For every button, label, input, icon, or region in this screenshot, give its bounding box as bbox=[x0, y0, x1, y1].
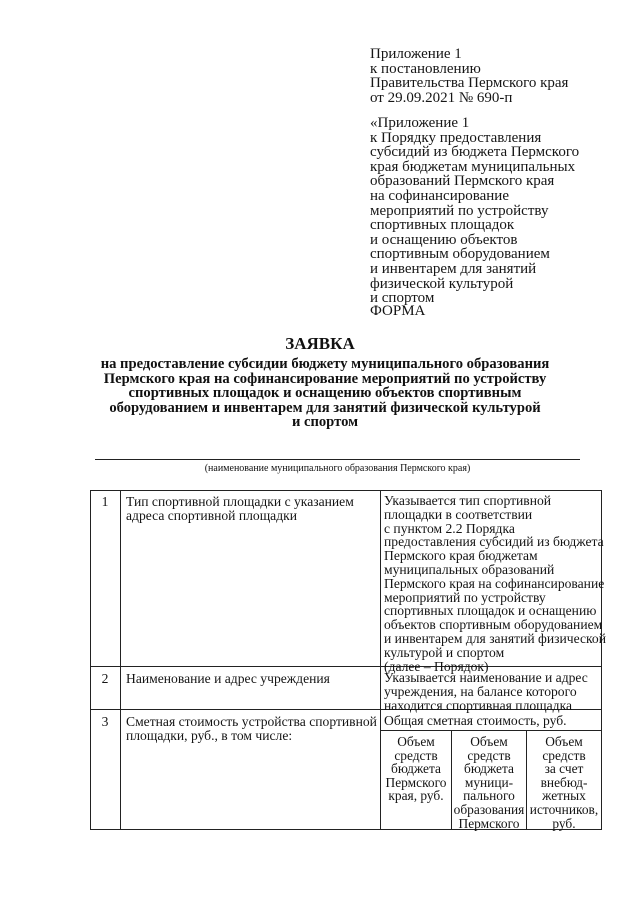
sub-header-line: внебюд- bbox=[540, 774, 588, 790]
order-annex-line: мероприятий по устройству bbox=[370, 202, 549, 219]
row-number: 2 bbox=[101, 671, 109, 686]
value-line: культурой и спортом bbox=[384, 644, 505, 660]
row-number: 1 bbox=[101, 494, 109, 509]
sub-header-line: руб. bbox=[552, 815, 576, 831]
order-annex-line: и инвентарем для занятий bbox=[370, 260, 537, 277]
value-line: учреждения, на балансе которого bbox=[384, 683, 577, 699]
value-line: муниципальных образований bbox=[384, 561, 555, 577]
sub-header-line: муници- bbox=[464, 774, 514, 790]
sub-header-line: Пермского bbox=[458, 815, 520, 831]
sub-header-line: бюджета bbox=[464, 761, 514, 777]
sub-header-line: жетных bbox=[542, 788, 586, 804]
annex-reference bbox=[370, 47, 568, 105]
sub-header-line: средств bbox=[467, 747, 511, 763]
value-line: Указывается наименование и адрес bbox=[384, 670, 588, 685]
value-line: и инвентарем для занятий физической bbox=[384, 630, 606, 646]
sub-header-line: Объем bbox=[545, 734, 583, 749]
subtitle-line: оборудованием и инвентарем для занятий физической культурой bbox=[109, 399, 541, 416]
municipal-budget-column bbox=[452, 735, 526, 830]
value-line: предоставления субсидий из бюджета bbox=[384, 534, 604, 550]
label-line: Сметная стоимость устройства спортивной bbox=[126, 714, 377, 729]
value-line: мероприятий по устройству bbox=[384, 589, 546, 605]
order-annex-line: спортивных площадок bbox=[370, 217, 515, 234]
order-annex-line: и оснащению объектов bbox=[370, 231, 518, 248]
sub-header-line: образования bbox=[453, 801, 525, 817]
column-divider bbox=[120, 490, 121, 830]
subtitle-line: Пермского края на софинансирование мероприятий по устройству bbox=[103, 370, 547, 387]
municipality-name-line bbox=[95, 459, 580, 460]
document-subtitle bbox=[90, 357, 560, 430]
value-line: находится спортивная площадка bbox=[384, 697, 572, 713]
row-label bbox=[126, 715, 377, 743]
sub-header-line: Пермского bbox=[385, 774, 447, 790]
application-table bbox=[90, 490, 606, 831]
order-annex-line: на софинансирование bbox=[370, 187, 509, 204]
order-annex-line: и спортом bbox=[370, 290, 435, 307]
document-title: ЗАЯВКА bbox=[285, 334, 355, 353]
order-annex-line: к Порядку предоставления bbox=[370, 129, 542, 146]
order-annex-line: физической культурой bbox=[370, 275, 514, 292]
row-label bbox=[126, 495, 354, 523]
sub-header-divider bbox=[380, 730, 602, 731]
row-number: 3 bbox=[101, 714, 109, 729]
order-annex-line: образований Пермского края bbox=[370, 173, 555, 190]
subtitle-line: и спортом bbox=[291, 414, 359, 430]
row-value bbox=[384, 714, 567, 728]
value-line: Пермского края бюджетам bbox=[384, 548, 538, 564]
order-annex-line: субсидий из бюджета Пермского bbox=[370, 144, 580, 161]
order-annex-reference bbox=[370, 116, 579, 306]
sub-header-line: средств bbox=[394, 747, 438, 763]
annex-line: Правительства Пермского края bbox=[370, 75, 569, 92]
value-line: объектов спортивным оборудованием bbox=[384, 617, 603, 633]
row-label bbox=[126, 672, 330, 686]
value-line: с пунктом 2.2 Порядка bbox=[384, 520, 515, 536]
municipality-caption: (наименование муниципального образования Пермского края) bbox=[204, 463, 471, 474]
label-line: Наименование и адрес учреждения bbox=[126, 671, 330, 686]
value-line: Пермского края на софинансирование bbox=[384, 575, 605, 591]
table-border bbox=[90, 490, 91, 830]
extra-budgetary-column bbox=[527, 735, 601, 830]
order-annex-line: «Приложение 1 bbox=[370, 115, 470, 131]
table-border bbox=[90, 490, 602, 491]
sub-header-line: края, руб. bbox=[388, 788, 444, 804]
label-line: Тип спортивной площадки с указанием bbox=[126, 494, 354, 509]
annex-line: к постановлению bbox=[370, 60, 481, 77]
sub-header-line: источников, bbox=[529, 801, 599, 817]
annex-line: от 29.09.2021 № 690-п bbox=[370, 89, 513, 106]
sub-header-line: бюджета bbox=[391, 761, 441, 777]
row-value bbox=[384, 494, 606, 673]
sub-header-line: пального bbox=[463, 788, 515, 804]
value-line: спортивных площадок и оснащению bbox=[384, 603, 597, 619]
annex-line: Приложение 1 bbox=[370, 46, 462, 62]
value-line: площадки в соответствии bbox=[384, 506, 533, 522]
order-annex-line: спортивным оборудованием bbox=[370, 246, 550, 263]
value-line: Указывается тип спортивной bbox=[384, 493, 552, 508]
label-line: площадки, руб., в том числе: bbox=[126, 727, 293, 743]
regional-budget-column bbox=[381, 735, 451, 803]
sub-header-line: Объем bbox=[470, 734, 508, 749]
sub-header-line: за счет bbox=[544, 761, 584, 777]
value-line: Общая сметная стоимость, руб. bbox=[384, 713, 567, 728]
label-line: адреса спортивной площадки bbox=[126, 507, 298, 523]
order-annex-line: края бюджетам муниципальных bbox=[370, 158, 576, 175]
value-line: (далее – Порядок) bbox=[384, 658, 489, 674]
form-label: ФОРМА bbox=[370, 303, 426, 319]
row-value bbox=[384, 671, 588, 712]
subtitle-line: на предоставление субсидии бюджету муниципального образования bbox=[100, 356, 550, 372]
subtitle-line: спортивных площадок и оснащению объектов спортивным bbox=[128, 385, 522, 401]
sub-header-line: Объем bbox=[397, 734, 435, 749]
sub-header-line: средств bbox=[542, 747, 586, 763]
